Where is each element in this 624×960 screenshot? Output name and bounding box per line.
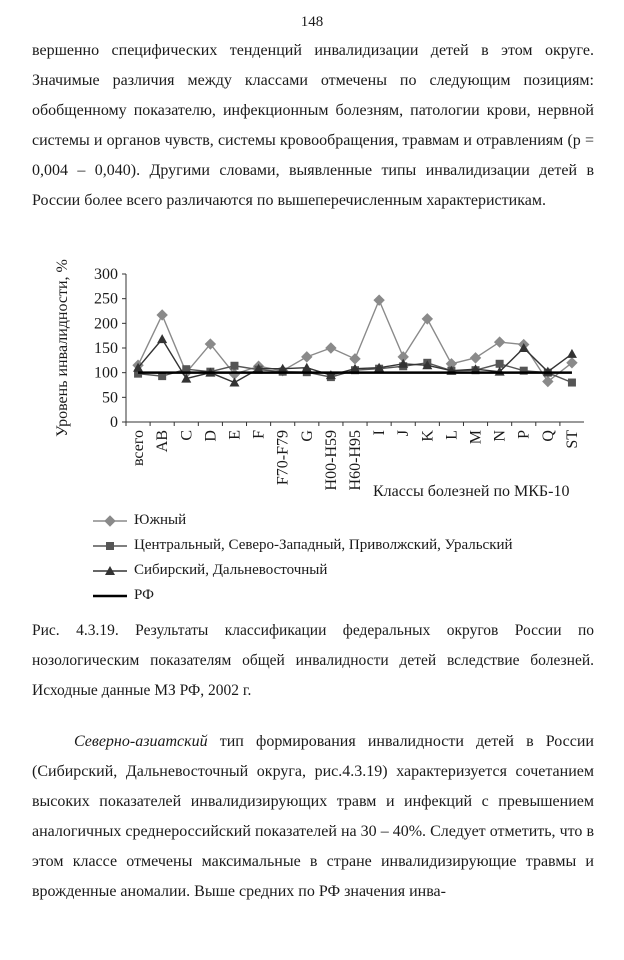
x-axis-label: Классы болезней по МКБ-10: [373, 483, 570, 500]
legend-swatch-marker: [105, 516, 115, 526]
x-tick-label: P: [515, 430, 533, 439]
data-point-south: [302, 352, 312, 362]
legend-label: РФ: [134, 587, 154, 603]
x-tick-label: E: [226, 430, 244, 440]
data-point-south: [374, 295, 384, 305]
legend-swatch-marker: [106, 542, 114, 550]
legend-swatch: [90, 513, 130, 529]
data-point-south: [326, 343, 336, 353]
x-tick-label: ST: [563, 430, 581, 449]
x-tick-label: L: [443, 430, 461, 440]
x-tick-label: Q: [539, 430, 557, 442]
x-tick-label: D: [202, 430, 220, 442]
x-tick-label: N: [491, 430, 509, 442]
legend-item-rf: [90, 583, 610, 608]
legend-label: Сибирский, Дальневосточный: [134, 562, 328, 578]
legend-swatch: [90, 588, 130, 604]
y-axis-label: Уровень инвалидности, %: [54, 259, 71, 437]
data-point-siberian: [567, 349, 577, 358]
x-tick-label: F: [250, 430, 268, 439]
y-tick-label: 0: [110, 414, 118, 431]
chart-legend: [90, 508, 610, 608]
type-name-italic: Северно-азиатский: [74, 733, 208, 750]
body-paragraph-2: [32, 727, 594, 907]
legend-item-siberian: [90, 558, 610, 583]
x-tick-label: K: [419, 430, 437, 442]
x-tick-label: C: [178, 430, 196, 441]
data-point-south: [495, 337, 505, 347]
x-tick-label: F70-F79: [274, 430, 292, 486]
body-paragraph-1: вершенно специфических тенденций инвалидизации детей в этом округе. Значимые различия между классами отмечены по следующим позициям: обобщенному показателю, инфекционным болезням, патологии крови, нервной системы и органов чувств, системы кровообращения, травмам и отравлениям (p = 0,004 – 0,040). Другими словами, выявленные типы инвалидизации детей в России более всего различаются по вышеперечисленным характеристикам.: [32, 42, 594, 209]
y-tick-label: 150: [94, 340, 118, 357]
y-tick-label: 250: [94, 290, 118, 308]
x-tick-label: J: [395, 430, 413, 437]
x-tick-label: I: [371, 430, 389, 436]
legend-label: Южный: [134, 512, 187, 528]
data-point-siberian: [229, 378, 239, 387]
data-point-central: [568, 379, 576, 387]
legend-label: Центральный, Северо-Западный, Приволжский, Уральский: [134, 537, 513, 553]
x-tick-label: M: [467, 430, 485, 445]
figure-caption: Рис. 4.3.19. Результаты классификации федеральных округов России по нозологическим показателям общей инвалидности детей вследствие болезней. Исходные данные МЗ РФ, 2002 г.: [32, 622, 594, 699]
x-tick-label: H60-H95: [347, 430, 364, 491]
y-tick-label: 100: [94, 364, 118, 382]
page-number: 148: [300, 14, 324, 30]
data-point-south: [350, 354, 360, 364]
y-tick-label: 300: [94, 266, 118, 283]
data-point-siberian: [157, 334, 167, 343]
y-tick-label: 50: [102, 389, 118, 407]
legend-swatch: [90, 538, 130, 554]
line-chart: [0, 258, 624, 508]
data-point-south: [422, 314, 432, 324]
body-paragraph-2-text: тип формирования инвалидности детей в России (Сибирский, Дальневосточный округа, рис.4.3.19) характеризуется сочетанием высоких показателей инвалидизирующих травм и инфекций с превышением аналогичных среднероссийский показателей на 30 – 40%. Следует отметить, что в этом классе отмечены максимальные в стране инвалидизирующие травмы и врожденные аномалии. Выше средних по РФ значения инва-: [32, 733, 594, 900]
legend-item-central: [90, 533, 610, 558]
data-point-south: [471, 353, 481, 363]
legend-item-south: [90, 508, 610, 533]
y-tick-label: 200: [94, 315, 118, 333]
x-tick-label: H00-H59: [322, 430, 340, 491]
data-point-central: [496, 360, 504, 368]
x-tick-label: всего: [130, 430, 148, 467]
x-tick-label: G: [298, 430, 316, 442]
legend-swatch: [90, 563, 130, 579]
x-tick-label: AB: [154, 430, 172, 453]
data-point-central: [230, 362, 238, 370]
data-point-south: [157, 310, 167, 320]
